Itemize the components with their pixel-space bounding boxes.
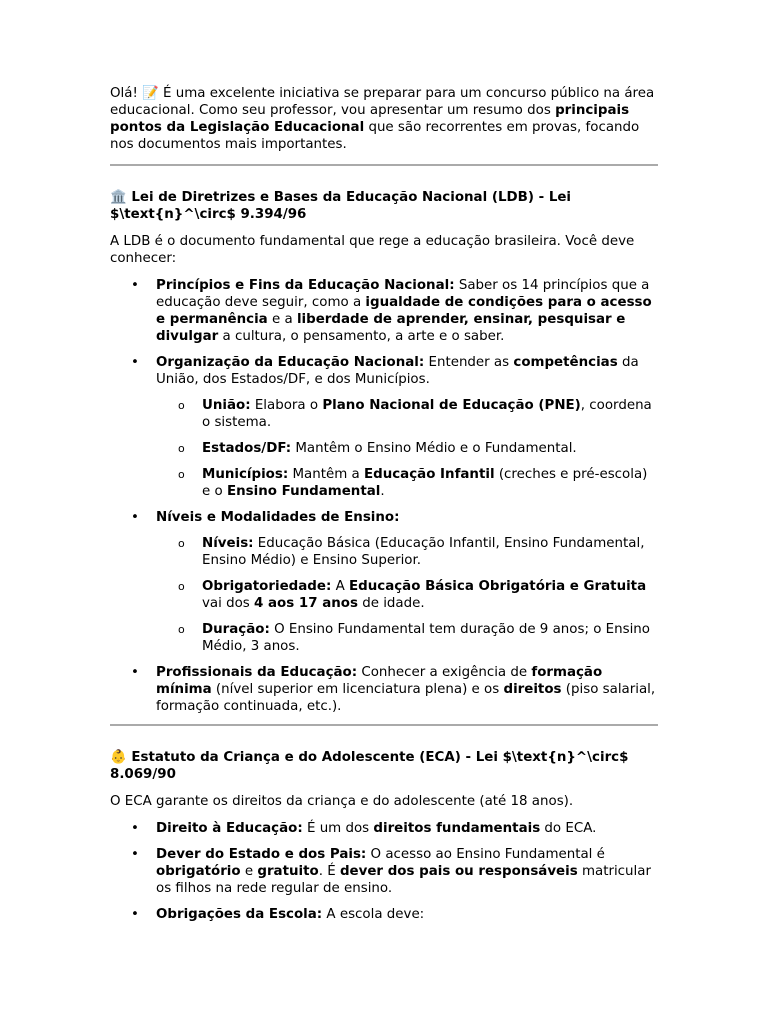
document-page <box>110 85 658 932</box>
bold-text: Organização da Educação Nacional: <box>156 355 425 370</box>
intro-paragraph <box>110 85 658 153</box>
text-run: Conhecer a exigência de <box>357 665 532 680</box>
bold-text: obrigatório <box>156 864 241 879</box>
bold-text: Níveis e Modalidades de Ensino: <box>156 510 400 525</box>
section-divider <box>110 724 658 726</box>
text-run: e <box>240 864 258 879</box>
text-run: Mantêm o Ensino Médio e o Fundamental. <box>291 441 577 456</box>
bold-text: direitos <box>503 682 562 697</box>
bold-text: dever dos pais ou responsáveis <box>339 864 578 879</box>
ldb-lead: A LDB é o documento fundamental que rege a educação brasileira. Você deve conhecer: <box>110 234 635 266</box>
bold-text: gratuito <box>257 864 319 879</box>
sub-list <box>156 535 658 655</box>
text-run: . É <box>318 864 340 879</box>
text-run: que são recorrentes em provas, focando nos documentos mais importantes. <box>110 120 640 152</box>
bold-text: Princípios e Fins da Educação Nacional: <box>156 278 455 293</box>
bold-text: União: <box>202 398 251 413</box>
sub-list-item <box>156 621 658 655</box>
eca-list <box>110 820 658 923</box>
sub-list-item <box>156 466 658 500</box>
list-item <box>110 664 658 715</box>
section-divider <box>110 164 658 166</box>
sub-list-item <box>156 535 658 569</box>
list-item <box>110 277 658 345</box>
text-run: vai dos <box>202 596 255 611</box>
bold-text: formação mínima <box>156 665 603 697</box>
bold-text: Profissionais da Educação: <box>156 665 358 680</box>
bold-text: direitos fundamentais <box>373 821 541 836</box>
bold-text: Plano Nacional de Educação (PNE) <box>322 398 581 413</box>
ldb-heading: 🏛️ Lei de Diretrizes e Bases da Educação Nacional (LDB) - Lei $\text{n}^\circ$ 9.394/96 <box>110 190 572 222</box>
list-item <box>110 846 658 897</box>
bold-text: Municípios: <box>202 467 289 482</box>
sub-list-item <box>156 440 658 457</box>
bold-text: competências <box>513 355 618 370</box>
text-run: (creches e pré-escola) e o <box>202 467 648 499</box>
list-item <box>110 906 658 923</box>
text-run: . <box>380 484 385 499</box>
sub-list <box>156 397 658 500</box>
bold-text: igualdade de condições para o acesso e permanência <box>156 295 652 327</box>
ldb-list <box>110 277 658 715</box>
bold-text: Estados/DF: <box>202 441 292 456</box>
text-run: de idade. <box>357 596 425 611</box>
sub-list-item <box>156 397 658 431</box>
text-run: Saber os 14 princípios que a educação deve seguir, como a <box>156 278 650 310</box>
ldb-section <box>110 189 658 715</box>
bold-text: Obrigatoriedade: <box>202 579 332 594</box>
text-run: O Ensino Fundamental tem duração de 9 anos; o Ensino Médio, 3 anos. <box>202 622 650 654</box>
sub-list-item <box>156 578 658 612</box>
text-run: Entender as <box>424 355 514 370</box>
text-run: Educação Básica (Educação Infantil, Ensino Fundamental, Ensino Médio) e Ensino Superior. <box>202 536 645 568</box>
bold-text: Dever do Estado e dos Pais: <box>156 847 367 862</box>
list-item <box>110 354 658 500</box>
bold-text: Obrigações da Escola: <box>156 907 323 922</box>
bold-text: Ensino Fundamental <box>226 484 381 499</box>
bold-text: liberdade de aprender, ensinar, pesquisar e divulgar <box>156 312 626 344</box>
text-run: da União, dos Estados/DF, e dos Municípios. <box>156 355 639 387</box>
bold-text: Níveis: <box>202 536 254 551</box>
text-run: A escola deve: <box>322 907 425 922</box>
text-run: a cultura, o pensamento, a arte e o saber. <box>218 329 505 344</box>
text-run: e a <box>267 312 297 327</box>
text-run: Olá! 📝 É uma excelente iniciativa se preparar para um concurso público na área educacional. Como seu professor, vou apresentar um resumo dos <box>110 86 655 118</box>
bold-text: Educação Infantil <box>363 467 495 482</box>
list-item <box>110 509 658 655</box>
list-item <box>110 820 658 837</box>
text-run: do ECA. <box>540 821 597 836</box>
text-run: Mantêm a <box>288 467 364 482</box>
bold-text: Duração: <box>202 622 270 637</box>
text-run: É um dos <box>302 821 374 836</box>
bold-text: Direito à Educação: <box>156 821 303 836</box>
text-run: (nível superior em licenciatura plena) e os <box>211 682 504 697</box>
eca-lead: O ECA garante os direitos da criança e do adolescente (até 18 anos). <box>110 794 574 809</box>
bold-text: principais pontos da Legislação Educacional <box>110 103 630 135</box>
text-run: (piso salarial, formação continuada, etc.). <box>156 682 656 714</box>
text-run: O acesso ao Ensino Fundamental é <box>366 847 605 862</box>
text-run: Elabora o <box>250 398 323 413</box>
text-run: , coordena o sistema. <box>202 398 652 430</box>
eca-section <box>110 749 658 923</box>
text-run: A <box>331 579 349 594</box>
bold-text: Educação Básica Obrigatória e Gratuita <box>349 579 647 594</box>
bold-text: 4 aos 17 anos <box>254 596 358 611</box>
eca-heading: 👶 Estatuto da Criança e do Adolescente (ECA) - Lei $\text{n}^\circ$ 8.069/90 <box>110 750 629 782</box>
text-run: matricular os filhos na rede regular de ensino. <box>156 864 651 896</box>
